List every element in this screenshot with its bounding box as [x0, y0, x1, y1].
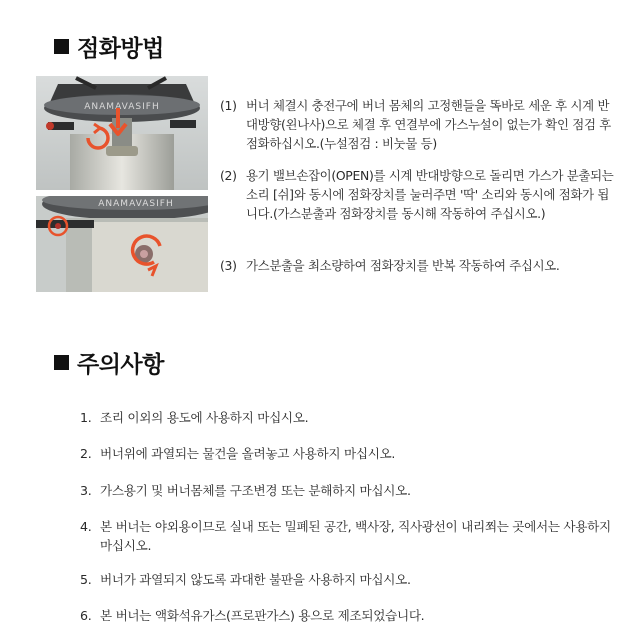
caution-item-6 [80, 606, 620, 625]
caution-number: 4. [80, 519, 92, 534]
ignition-title-text: 점화방법 [77, 36, 164, 62]
step-number: (1) [220, 98, 237, 113]
ignition-step-1 [220, 96, 620, 153]
caution-number: 1. [80, 410, 92, 425]
caution-item-1 [80, 408, 620, 427]
burner-photo-top [36, 76, 208, 190]
cautions-title-text: 주의사항 [77, 352, 164, 378]
caution-item-3 [80, 481, 620, 500]
caution-text: 본 버너는 야외용이므로 실내 또는 밀폐된 공간, 백사장, 직사광선이 내리쬐는 곳에서는 사용하지 마십시오. [100, 519, 611, 553]
cautions-section-title [54, 346, 164, 379]
caution-number: 3. [80, 483, 92, 498]
square-bullet-icon [54, 355, 69, 370]
caution-text: 조리 이외의 용도에 사용하지 마십시오. [100, 410, 309, 425]
caution-text: 본 버너는 액화석유가스(프로판가스) 용으로 제조되었습니다. [100, 608, 425, 623]
burner-photo-bottom [36, 196, 208, 292]
caution-number: 5. [80, 572, 92, 587]
caution-item-5 [80, 570, 620, 589]
square-bullet-icon [54, 39, 69, 54]
caution-item-2 [80, 444, 620, 463]
caution-number: 6. [80, 608, 92, 623]
caution-text: 버너가 과열되지 않도록 과대한 불판을 사용하지 마십시오. [100, 572, 411, 587]
caution-number: 2. [80, 446, 92, 461]
ignition-step-3 [220, 256, 620, 275]
caution-text: 버너위에 과열되는 물건을 올려놓고 사용하지 마십시오. [100, 446, 396, 461]
step-text: 가스분출을 최소량하여 점화장치를 반복 작동하여 주십시오. [246, 258, 560, 273]
ignition-section-title [54, 30, 164, 63]
caution-text: 가스용기 및 버너몸체를 구조변경 또는 분해하지 마십시오. [100, 483, 411, 498]
ignition-step-2 [220, 166, 620, 223]
brand-text-top: ANAMAVASIFH [84, 102, 160, 112]
step-text: 용기 밸브손잡이(OPEN)를 시계 반대방향으로 돌리면 가스가 분출되는 소리 [쉬]와 동시에 점화장치를 눌러주면 '딱' 소리와 동시에 점화가 됩니다.(가스분출과 점화장치를 동시해 작동하여 주십시오.) [246, 168, 614, 221]
step-number: (2) [220, 168, 237, 183]
brand-text-bottom: ANAMAVASIFH [98, 199, 174, 209]
step-number: (3) [220, 258, 237, 273]
step-text: 버너 체결시 충전구에 버너 몸체의 고정핸들을 똑바로 세운 후 시계 반대방향(왼나사)으로 체결 후 연결부에 가스누설이 없는가 확인 점검 후 점화하십시오.(누설점검 : 비눗물 등) [246, 98, 611, 151]
caution-item-4 [80, 517, 620, 555]
